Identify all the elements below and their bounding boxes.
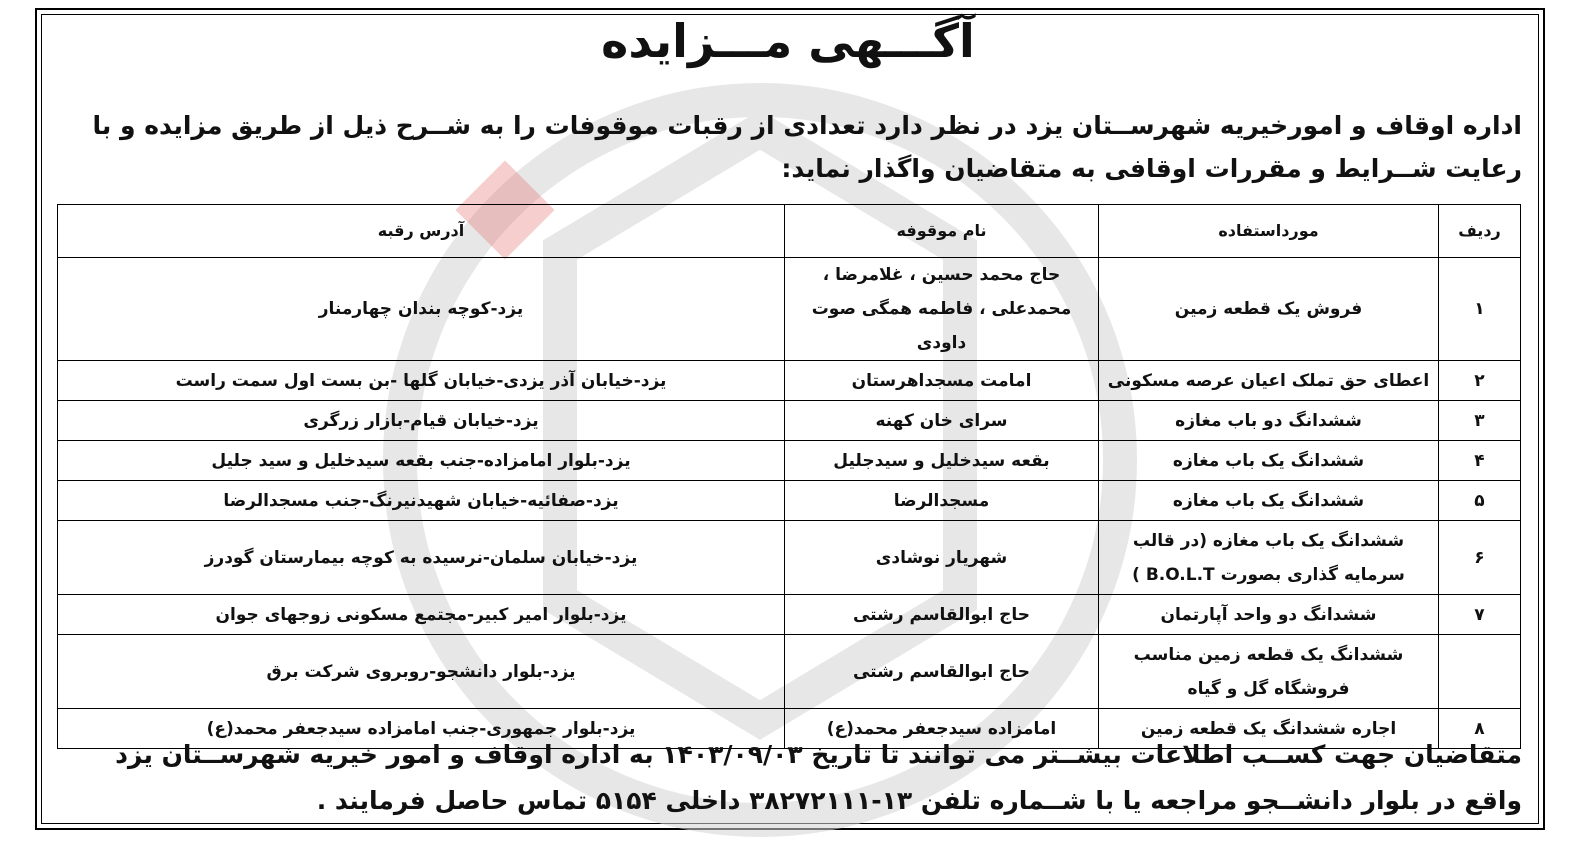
row-index: ۷ (1439, 595, 1521, 635)
row-address: یزد-بلوار امیر کبیر-مجتمع مسکونی زوجهای جوان (58, 595, 785, 635)
table-row (58, 441, 1521, 481)
table-row (58, 635, 1521, 709)
row-address: یزد-صفائیه-خیابان شهیدنیرنگ-جنب مسجدالرضا (58, 481, 785, 521)
header-address: آدرس رقبه (58, 205, 785, 258)
row-index (1439, 635, 1521, 709)
row-endowment: امامت مسجداهرستان (785, 361, 1099, 401)
table-row (58, 481, 1521, 521)
row-use: فروش یک قطعه زمین (1099, 258, 1439, 361)
header-use: مورداستفاده (1099, 205, 1439, 258)
row-index: ۳ (1439, 401, 1521, 441)
row-index: ۸ (1439, 709, 1521, 749)
row-index: ۵ (1439, 481, 1521, 521)
table-header-row (58, 205, 1521, 258)
row-endowment: حاج ابوالقاسم رشتی (785, 595, 1099, 635)
header-index: ردیف (1439, 205, 1521, 258)
table-row (58, 361, 1521, 401)
row-use: اعطای حق تملک اعیان عرصه مسکونی (1099, 361, 1439, 401)
row-endowment: بقعه سیدخلیل و سیدجلیل (785, 441, 1099, 481)
table-row (58, 595, 1521, 635)
row-use: ششدانگ یک باب مغازه (1099, 481, 1439, 521)
row-use: ششدانگ یک باب مغازه (1099, 441, 1439, 481)
row-address: یزد-بلوار جمهوری-جنب امامزاده سیدجعفر محمد(ع) (58, 709, 785, 749)
row-index: ۱ (1439, 258, 1521, 361)
row-use: ششدانگ یک باب مغازه (در قالب سرمایه گذاری بصورت B.O.L.T ) (1099, 521, 1439, 595)
table-row (58, 258, 1521, 361)
row-endowment: حاج ابوالقاسم رشتی (785, 635, 1099, 709)
row-address: یزد-خیابان سلمان-نرسیده به کوچه بیمارستان گودرز (58, 521, 785, 595)
header-endowment: نام موقوفه (785, 205, 1099, 258)
row-index: ۶ (1439, 521, 1521, 595)
row-use: اجاره ششدانگ یک قطعه زمین (1099, 709, 1439, 749)
row-index: ۴ (1439, 441, 1521, 481)
row-use: ششدانگ دو باب مغازه (1099, 401, 1439, 441)
row-address: یزد-بلوار دانشجو-روبروی شرکت برق (58, 635, 785, 709)
row-endowment: سرای خان کهنه (785, 401, 1099, 441)
row-endowment: امامزاده سیدجعفر محمد(ع) (785, 709, 1099, 749)
row-endowment: مسجدالرضا (785, 481, 1099, 521)
table-row (58, 521, 1521, 595)
row-use: ششدانگ دو واحد آپارتمان (1099, 595, 1439, 635)
row-address: یزد-خیابان آذر یزدی-خیابان گلها -بن بست اول سمت راست (58, 361, 785, 401)
row-address: یزد-بلوار امامزاده-جنب بقعه سیدخلیل و سید جلیل (58, 441, 785, 481)
row-address: یزد-خیابان قیام-بازار زرگری (58, 401, 785, 441)
auction-table (57, 204, 1521, 749)
row-endowment: شهریار نوشادی (785, 521, 1099, 595)
row-use: ششدانگ یک قطعه زمین مناسب فروشگاه گل و گیاه (1099, 635, 1439, 709)
intro-paragraph: اداره اوقاف و امورخیریه شهرســتان یزد در نظر دارد تعدادی از رقبات موقوفات را به شــرح ذیل از طریق مزایده و با رعایت شــرایط و مقررات اوقافی به متقاضیان واگذار نماید: (92, 111, 1522, 183)
row-address: یزد-کوچه بندان چهارمنار (58, 258, 785, 361)
footer-paragraph: متقاضیان جهت کســب اطلاعات بیشــتر می توانند تا تاریخ ۱۴۰۳/۰۹/۰۳ به اداره اوقاف و امور خیریه شهرســتان یزد واقع در بلوار دانشــجو مراجعه یا با شــماره تلفن ۱۳-۳۸۲۷۲۱۱۱ داخلی ۵۱۵۴ تماس حاصل فرمایند . (115, 740, 1522, 815)
table-row (58, 401, 1521, 441)
ad-title: آگـــهی مـــزایده (601, 14, 975, 68)
row-index: ۲ (1439, 361, 1521, 401)
row-endowment: حاج محمد حسین ، غلامرضا ، محمدعلی ، فاطمه همگی صوت داودی (785, 258, 1099, 361)
